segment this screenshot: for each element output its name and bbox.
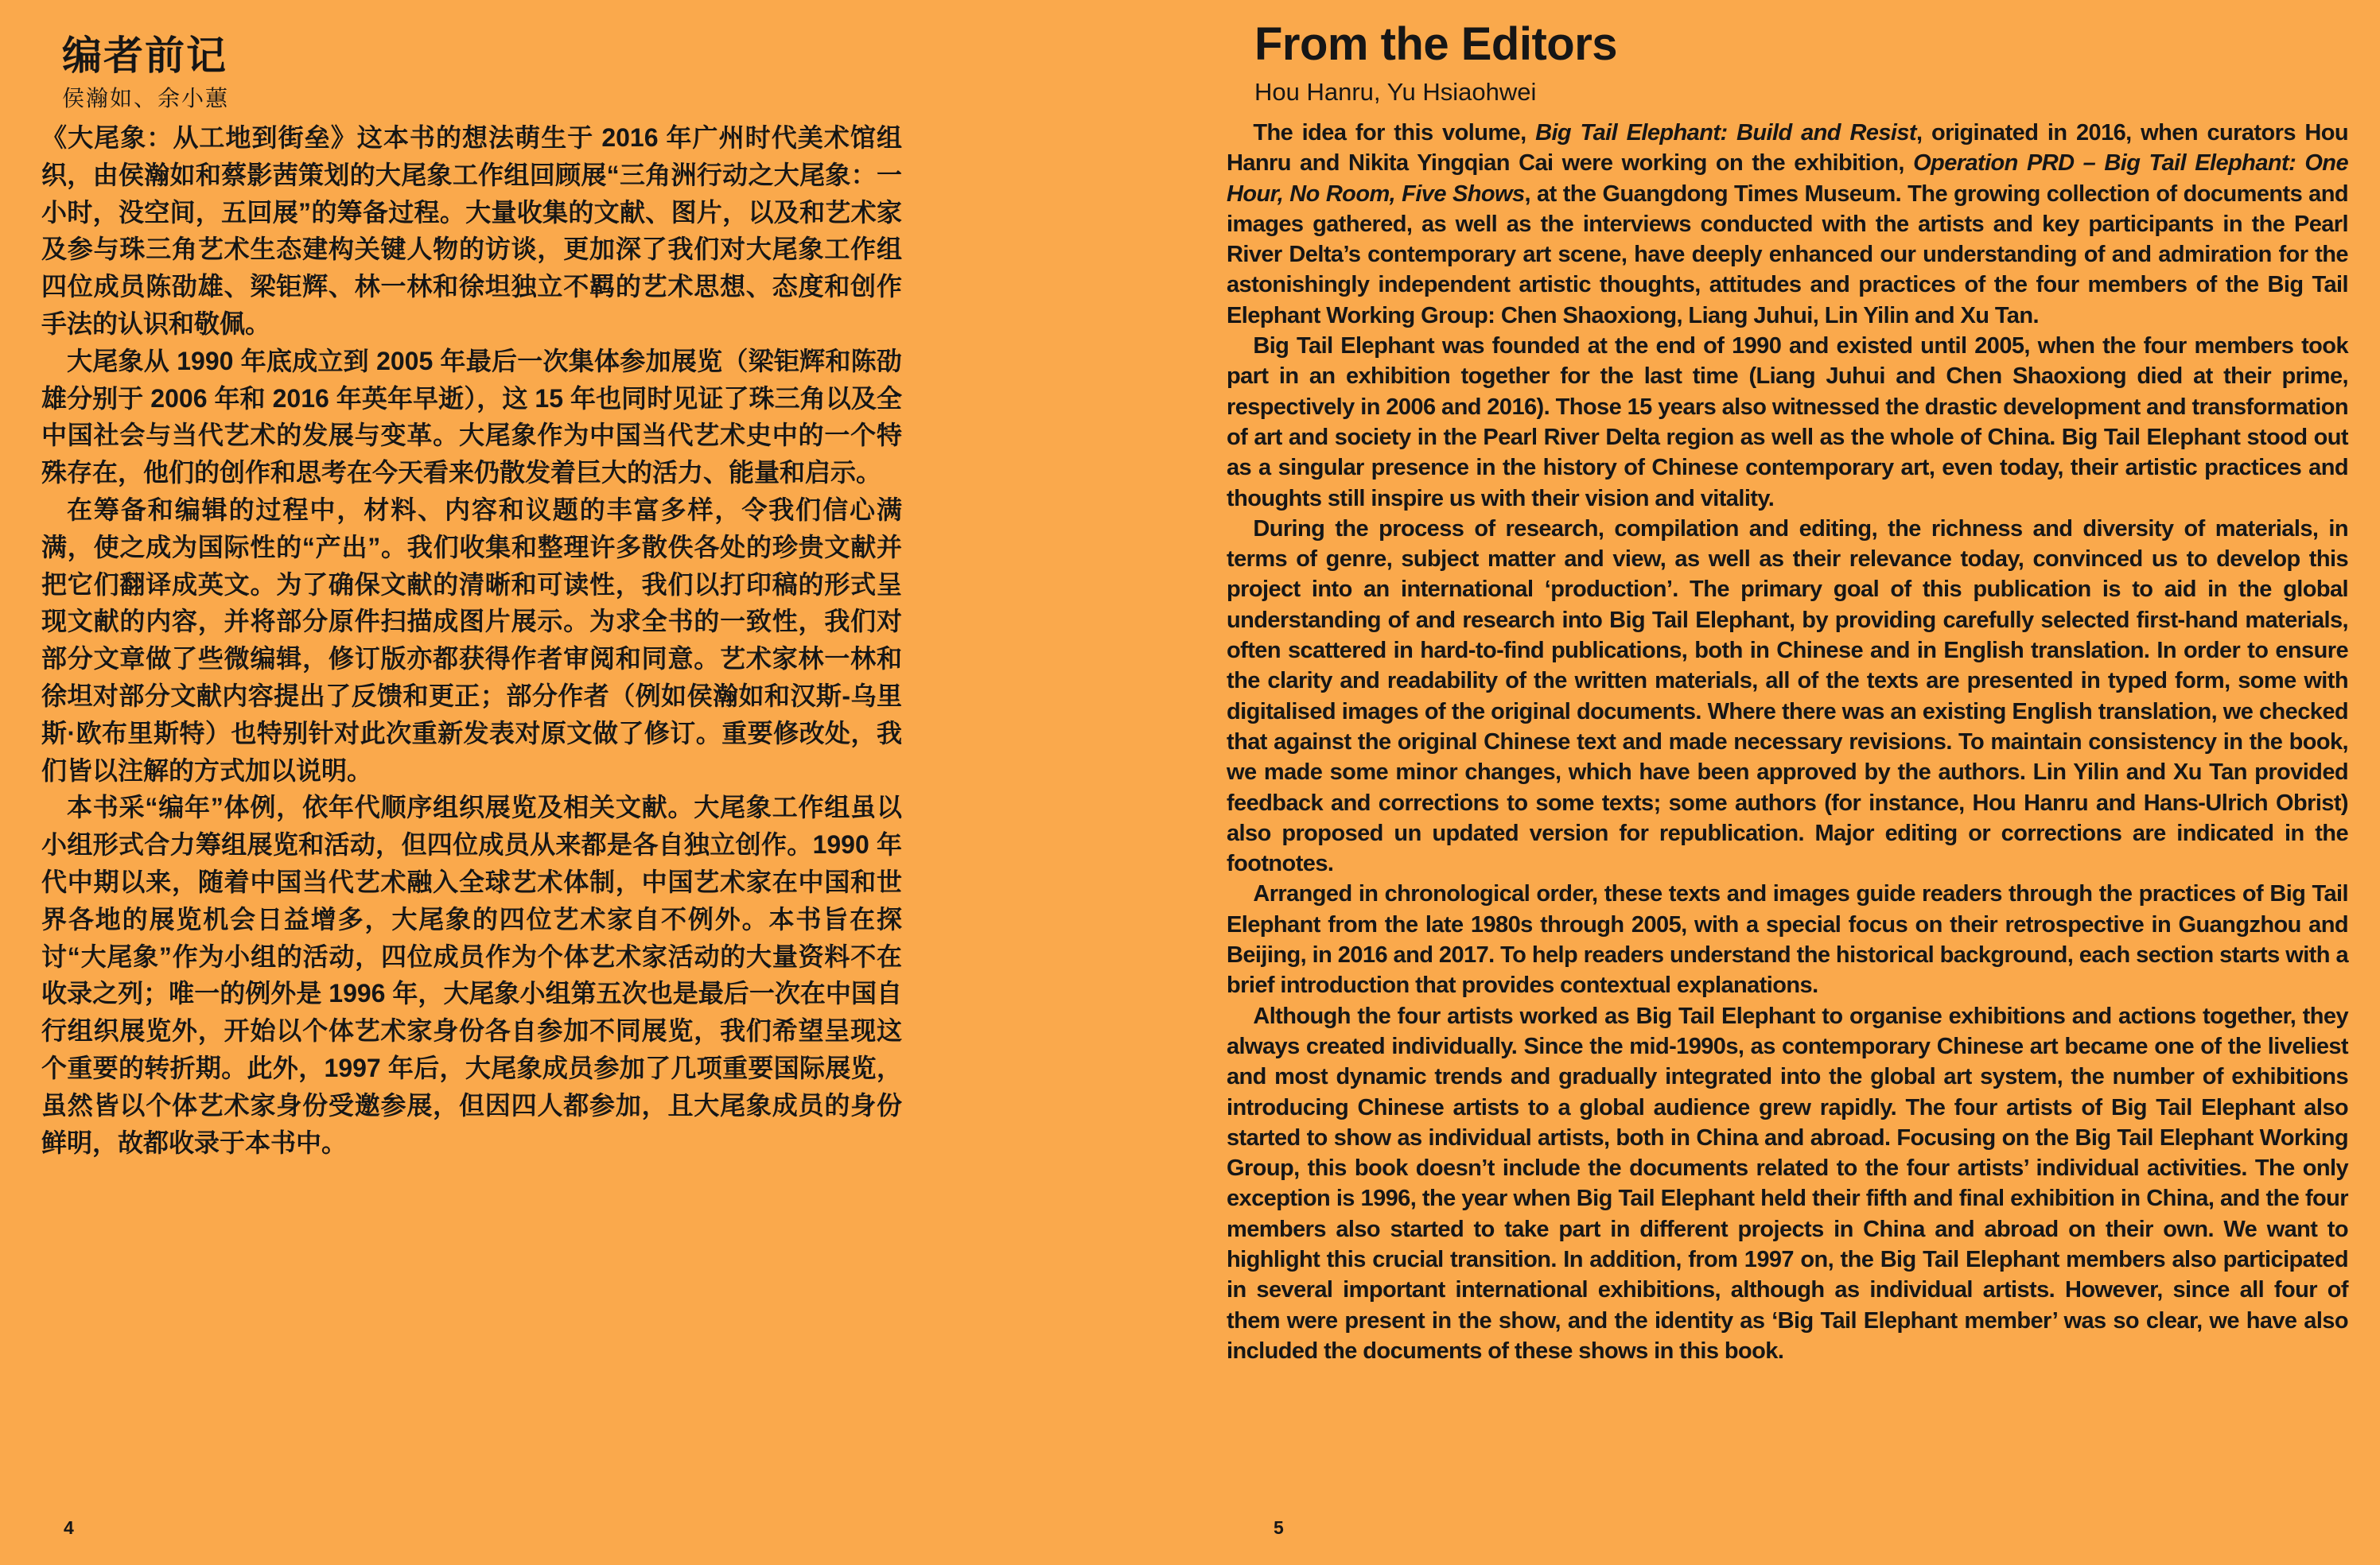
italic-text: Big Tail Elephant: Build and Resist — [1535, 120, 1917, 146]
body-text: During the process of research, compilation and editing, the richness and diversity of materials, in terms of genre, subject matter and view, as well as their relevance today, convinced us to develop this project into an international ‘production’. The primary goal of this publication is to aid in the global understanding of and research into Big Tail Elephant, by providing carefully selected first-hand materials, often scattered in hard-to-find publications, both in Chinese and in English translation. In order to ensure the clarity and readability of the written materials, all of the texts are presented in typed form, some with digitalised images of the original documents. Where there was an existing English translation, we checked that against the original Chinese text and made necessary revisions. To maintain consistency in the book, we made some minor changes, which have been approved by the authors. Lin Yilin and Xu Tan provided feedback and corrections to some texts; some authors (for instance, Hou Hanru and Hans-Ulrich Obrist) also proposed un updated version for republication. Major editing or corrections are indicated in the footnotes. — [1227, 515, 2348, 877]
paragraph: 大尾象从 1990 年底成立到 2005 年最后一次集体参加展览（梁钜辉和陈劭雄分别于 2006 年和 2016 年英年早逝），这 15 年也同时见证了珠三角以及全中国社会与当代艺术的发展与变革。大尾象作为中国当代艺术史中的一个特殊存在，他们的创作和思考在今天看来仍散发着巨大的活力、能量和启示。 — [41, 346, 902, 487]
paragraph — [1227, 118, 2348, 331]
body-text: , at the Guangdong Times Museum. The growing collection of documents and images gathered, as well as the interviews conducted with the artists and key participants in the Pearl River Delta’s contemporary art scene, have deeply enhanced our understanding of and admiration for the astonishingly independent artistic thoughts, attitudes and practices of the four members of the Big Tail Elephant Working Group: Chen Shaoxiong, Liang Juhui, Lin Yilin and Xu Tan. — [1227, 181, 2348, 328]
paragraph: 《大尾象：从工地到街垒》这本书的想法萌生于 2016 年广州时代美术馆组织，由侯瀚如和蔡影茜策划的大尾象工作组回顾展“三角洲行动之大尾象：一小时，没空间，五回展”的筹备过程。大量收集的文献、图片，以及和艺术家及参与珠三角艺术生态建构关键人物的访谈，更加深了我们对大尾象工作组四位成员陈劭雄、梁钜辉、林一林和徐坦独立不羁的艺术思想、态度和创作手法的认识和敬佩。 — [41, 123, 902, 338]
left-page-body — [41, 119, 902, 1161]
left-page-title: 编者前记 — [62, 33, 228, 78]
paragraph: 本书采“编年”体例，依年代顺序组织展览及相关文献。大尾象工作组虽以小组形式合力筹组展览和活动，但四位成员从来都是各自独立创作。1990 年代中期以来，随着中国当代艺术融入全球艺术体制，中国艺术家在中国和世界各地的展览机会日益增多，大尾象的四位艺术家自不例外。本书旨在探讨“大尾象”作为小组的活动，四位成员作为个体艺术家活动的大量资料不在收录之列；唯一的例外是 1996 年，大尾象小组第五次也是最后一次在中国自行组织展览外，开始以个体艺术家身份各自参加不同展览，我们希望呈现这个重要的转折期。此外，1997 年后，大尾象成员参加了几项重要国际展览，虽然皆以个体艺术家身份受邀参展，但因四人都参加，且大尾象成员的身份鲜明，故都收录于本书中。 — [41, 793, 902, 1157]
body-text: The idea for this volume, — [1253, 120, 1536, 146]
left-page-number: 4 — [64, 1517, 74, 1538]
body-text: Big Tail Elephant was founded at the end of 1990 and existed until 2005, when the four members took part in an exhibition together for the last time (Liang Juhui and Chen Shaoxiong died at their prime, respectively in 2006 and 2016). Those 15 years also witnessed the drastic development and transformation of art and society in the Pearl River Delta region as well as the whole of China. Big Tail Elephant stood out as a singular presence in the history of Chinese contemporary art, even today, their artistic practices and thoughts still inspire us with their vision and vitality. — [1227, 333, 2348, 511]
right-page-body — [1227, 118, 2348, 1366]
body-text: Arranged in chronological order, these texts and images guide readers through the practices of Big Tail Elephant from the late 1980s through 2005, with a special focus on their retrospective in Guangzhou and Beijing, in 2016 and 2017. To help readers understand the historical background, each section starts with a brief introduction that provides contextual explanations. — [1227, 881, 2348, 999]
paragraph — [1227, 879, 2348, 1000]
right-page-title: From the Editors — [1254, 18, 1618, 70]
body-text: , originated in 2016, when curators Hou Hanru and Nikita Yingqian Cai were working on the exhibition, — [1227, 120, 2349, 177]
body-text: Although the four artists worked as Big Tail Elephant to organise exhibitions and actions together, they always created individually. Since the mid-1990s, as contemporary Chinese art became one of the liveliest and most dynamic trends and gradually integrated into the global art system, the number of exhibitions introducing Chinese artists to a global audience grew rapidly. The four artists of Big Tail Elephant also started to show as individual artists, both in China and abroad. Focusing on the Big Tail Elephant Working Group, this book doesn’t include the documents related to the four artists’ individual activities. The only exception is 1996, the year when Big Tail Elephant held their fifth and final exhibition in China, and the four members also started to take part in different projects in China and abroad on their own. We want to highlight this crucial transition. In addition, from 1997 on, the Big Tail Elephant members also participated in several important international exhibitions, although as individual artists. However, since all four of them were present in the show, and the identity as ‘Big Tail Elephant member’ was so clear, we have also included the documents of these shows in this book. — [1227, 1003, 2348, 1364]
left-page-authors: 侯瀚如、余小蕙 — [62, 86, 230, 111]
italic-text: Operation PRD – Big Tail Elephant: One Hour, No Room, Five Shows — [1227, 150, 2348, 207]
right-page-authors: Hou Hanru, Yu Hsiaohwei — [1254, 78, 1537, 106]
paragraph — [1227, 1001, 2348, 1367]
paragraph — [1227, 514, 2348, 880]
paragraph — [1227, 331, 2348, 514]
right-page-number: 5 — [1274, 1517, 1284, 1538]
paragraph: 在筹备和编辑的过程中，材料、内容和议题的丰富多样，令我们信心满满，使之成为国际性的“产出”。我们收集和整理许多散佚各处的珍贵文献并把它们翻译成英文。为了确保文献的清晰和可读性，我们以打印稿的形式呈现文献的内容，并将部分原件扫描成图片展示。为求全书的一致性，我们对部分文章做了些微编辑，修订版亦都获得作者审阅和同意。艺术家林一林和徐坦对部分文献内容提出了反馈和更正；部分作者（例如侯瀚如和汉斯-乌里斯·欧布里斯特）也特别针对此次重新发表对原文做了修订。重要修改处，我们皆以注解的方式加以说明。 — [41, 495, 902, 785]
